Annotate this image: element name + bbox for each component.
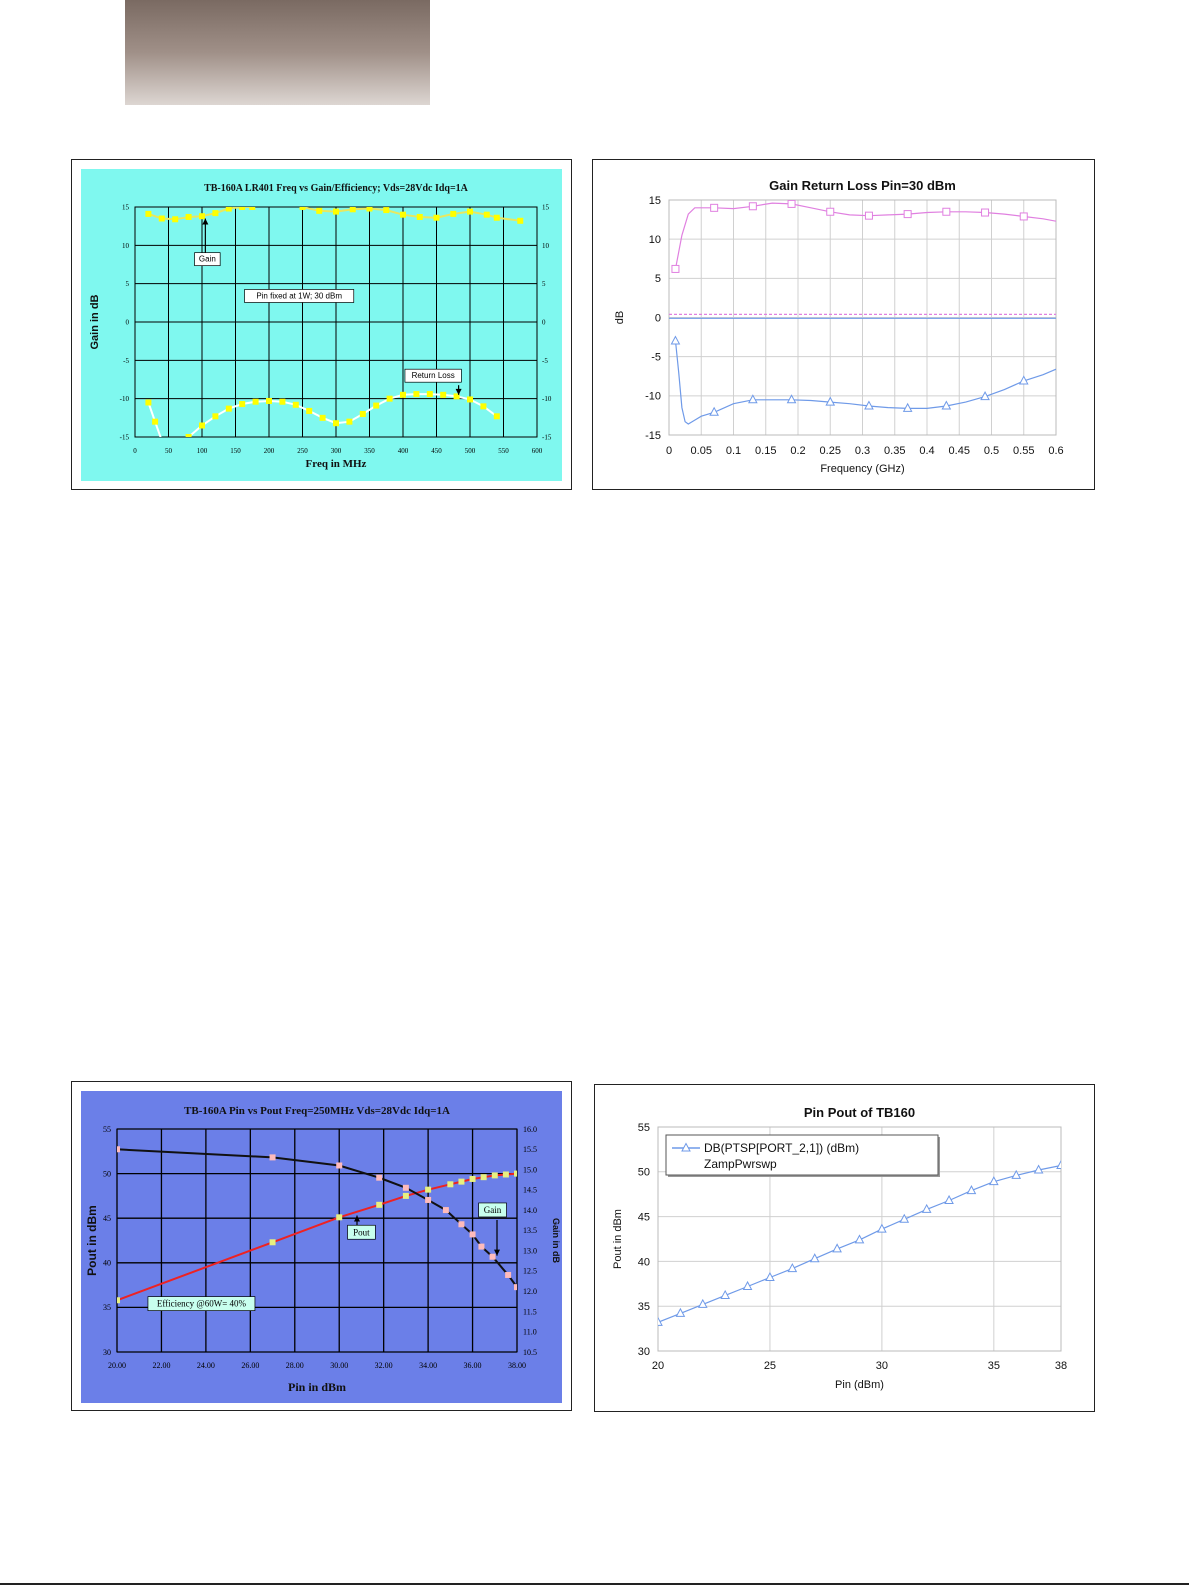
x-tick-label: 0 [133, 447, 137, 455]
chart-frame-pin-pout-tb160 [594, 1084, 1095, 1412]
annotation-label: Pin fixed at 1W; 30 dBm [256, 291, 342, 301]
y-tick-label: 30 [637, 1345, 650, 1358]
x-tick-label: 0.55 [1013, 445, 1035, 457]
annotation-label: Gain [483, 1204, 502, 1215]
y2-tick-label: 12.0 [523, 1286, 537, 1296]
annotation-label: Efficiency @60W= 40% [156, 1298, 247, 1309]
y-tick-label: 35 [637, 1301, 650, 1314]
x-tick-label: 20 [651, 1360, 665, 1372]
x-tick-label: 0.2 [790, 445, 806, 457]
x-axis-label: Pin (dBm) [835, 1379, 884, 1391]
x-tick-label: 100 [196, 447, 208, 455]
data-point [403, 1193, 409, 1199]
data-point [470, 1176, 476, 1182]
x-tick-label: 38 [1054, 1360, 1068, 1372]
data-point [403, 1185, 409, 1191]
data-point [373, 403, 379, 409]
data-point [212, 210, 218, 216]
chart-pin-pout-tb160 [595, 1085, 1094, 1411]
data-point [400, 392, 406, 398]
data-point [494, 215, 500, 221]
data-point [270, 1154, 276, 1160]
y-tick-label: 45 [103, 1214, 111, 1223]
data-point [400, 212, 406, 218]
y2-tick-label: -5 [542, 356, 548, 365]
data-point [145, 211, 151, 217]
y-tick-label: 15 [648, 194, 661, 207]
data-point [270, 1239, 276, 1245]
data-point [186, 214, 192, 220]
x-tick-label: 500 [464, 447, 476, 455]
chart-gain-return-loss [593, 160, 1094, 489]
data-point [333, 209, 339, 215]
x-tick-label: 0.15 [755, 445, 777, 457]
data-point [152, 419, 158, 425]
y-tick-label: 45 [637, 1211, 650, 1224]
data-point [492, 1172, 498, 1178]
data-point [413, 391, 419, 397]
data-point [904, 211, 911, 218]
x-tick-label: 0.25 [819, 445, 841, 457]
y-tick-label: 0 [125, 318, 129, 327]
y-tick-label: 40 [637, 1256, 650, 1269]
x-tick-label: 0.5 [983, 445, 1000, 457]
data-point [440, 392, 446, 398]
x-tick-label: 35 [987, 1360, 1000, 1372]
data-point [517, 218, 523, 224]
x-tick-label: 0.3 [854, 445, 871, 457]
data-point [316, 208, 322, 214]
annotation-label: Pout [353, 1227, 370, 1238]
x-tick-label: 0.6 [1048, 445, 1064, 457]
data-point [827, 208, 834, 215]
x-tick-label: 250 [297, 447, 308, 455]
data-point [447, 1181, 453, 1187]
data-point [434, 215, 440, 221]
data-point [458, 1221, 464, 1227]
y-tick-label: 35 [103, 1303, 111, 1313]
x-tick-label: 0.1 [725, 445, 742, 457]
data-point [417, 214, 423, 220]
x-tick-label: 350 [364, 447, 375, 455]
x-tick-label: 28.00 [285, 1361, 304, 1370]
data-point [376, 1202, 382, 1208]
y2-tick-label: 14.0 [523, 1205, 537, 1215]
chart-title: TB-160A LR401 Freq vs Gain/Efficiency; Vds=28Vdc Idq=1A [204, 183, 468, 194]
y2-tick-label: 15.5 [523, 1145, 537, 1155]
data-point [145, 400, 151, 406]
data-point [443, 1207, 449, 1213]
y2-tick-label: 10.5 [523, 1347, 537, 1357]
x-tick-label: 24.00 [196, 1361, 215, 1370]
x-axis-label: Frequency (GHz) [820, 463, 905, 475]
data-point [982, 209, 989, 216]
y-axis-label: Pout in dBm [85, 1205, 99, 1276]
chart-frame-gain-return-loss [592, 159, 1095, 490]
data-point [481, 1174, 487, 1180]
y-tick-label: 0 [654, 312, 661, 325]
legend-label: DB(PTSP[PORT_2,1]) (dBm) [704, 1141, 860, 1155]
y-tick-label: -15 [119, 433, 129, 442]
x-tick-label: 450 [431, 447, 442, 455]
annotation-label: Return Loss [411, 371, 455, 381]
data-point [306, 408, 312, 414]
x-tick-label: 0.35 [884, 445, 906, 457]
chart-pin-pout [72, 1082, 571, 1410]
data-point [387, 396, 393, 402]
y-axis-label: dB [614, 310, 626, 325]
y-tick-label: -15 [645, 429, 661, 442]
x-axis-label: Freq in MHz [305, 458, 367, 470]
x-tick-label: 30.00 [330, 1361, 349, 1370]
y-tick-label: 50 [637, 1166, 650, 1179]
x-tick-label: 50 [165, 447, 172, 455]
data-point [458, 1179, 464, 1185]
data-point [239, 401, 245, 407]
y2-tick-label: 10 [542, 241, 549, 250]
chart-title: Gain Return Loss Pin=30 dBm [769, 178, 956, 193]
annotation-label: Gain [198, 254, 216, 264]
y-tick-label: 5 [654, 273, 661, 286]
data-point [425, 1197, 431, 1203]
data-point [943, 208, 950, 215]
x-tick-label: 30 [875, 1360, 889, 1372]
data-point [865, 212, 872, 219]
data-point [494, 413, 500, 419]
y2-tick-label: 11.0 [523, 1327, 537, 1337]
data-point [1020, 213, 1027, 220]
x-tick-label: 0 [665, 445, 673, 457]
x-tick-label: 600 [531, 447, 543, 455]
data-point [788, 200, 795, 207]
y-tick-label: 5 [125, 280, 129, 289]
x-tick-label: 200 [263, 447, 275, 455]
y-tick-label: 10 [122, 241, 129, 250]
data-point [711, 204, 718, 211]
x-tick-label: 36.00 [463, 1361, 482, 1370]
chart-freq-gain [72, 160, 571, 489]
y-tick-label: 40 [103, 1258, 111, 1268]
x-tick-label: 400 [397, 447, 409, 455]
data-point [467, 209, 473, 215]
x-tick-label: 32.00 [374, 1361, 393, 1370]
x-tick-label: 20.00 [108, 1361, 126, 1370]
x-tick-label: 34.00 [419, 1361, 438, 1370]
x-axis-label: Pin in dBm [287, 1380, 347, 1394]
chart-title: Pin Pout of TB160 [803, 1105, 916, 1120]
data-point [503, 1171, 509, 1177]
data-point [672, 265, 679, 272]
chart-frame-pin-pout [71, 1081, 572, 1411]
y2-tick-label: 13.0 [523, 1246, 537, 1256]
y-axis-label: Gain in dB [89, 294, 101, 350]
data-point [376, 1175, 382, 1181]
y2-tick-label: 15.0 [523, 1165, 537, 1175]
data-point [159, 216, 165, 222]
data-point [490, 1254, 496, 1260]
data-point [480, 403, 486, 409]
data-point [172, 216, 178, 222]
y2-tick-label: 15 [542, 203, 549, 212]
y-tick-label: -5 [123, 356, 129, 365]
y2-tick-label: 5 [542, 280, 546, 289]
data-point [320, 415, 326, 421]
x-tick-label: 25 [763, 1360, 777, 1372]
data-point [333, 420, 339, 426]
header-banner [125, 0, 430, 105]
data-point [484, 212, 490, 218]
data-point [212, 413, 218, 419]
data-point [360, 411, 366, 417]
data-point [336, 1162, 342, 1168]
y-tick-label: 55 [637, 1121, 650, 1134]
y2-tick-label: -15 [542, 433, 552, 442]
x-tick-label: 38.00 [508, 1361, 526, 1370]
data-point [199, 423, 205, 429]
y-tick-label: 55 [103, 1124, 111, 1134]
chart-title: TB-160A Pin vs Pout Freq=250MHz Vds=28Vdc Idq=1A [184, 1105, 450, 1117]
x-tick-label: 26.00 [241, 1361, 260, 1370]
data-point [266, 398, 272, 404]
x-tick-label: 0.05 [690, 445, 712, 457]
y-tick-label: 30 [103, 1347, 111, 1357]
y2-tick-label: 0 [542, 318, 546, 327]
y2-tick-label: 16.0 [523, 1124, 537, 1134]
data-point [279, 399, 285, 405]
y2-tick-label: 13.5 [523, 1226, 537, 1236]
data-point [253, 399, 259, 405]
chart-frame-freq-gain [71, 159, 572, 490]
y2-tick-label: 12.5 [523, 1266, 537, 1276]
legend-label-2: ZampPwrswp [704, 1157, 777, 1171]
y-tick-label: 50 [103, 1169, 111, 1179]
data-point [749, 203, 756, 210]
data-point [226, 406, 232, 412]
y2-tick-label: -10 [542, 395, 552, 404]
data-point [467, 396, 473, 402]
data-point [425, 1187, 431, 1193]
y-axis-label: Pout in dBm [612, 1209, 624, 1269]
x-tick-label: 22.00 [152, 1361, 171, 1370]
y-tick-label: -10 [119, 395, 129, 404]
y-tick-label: 15 [122, 203, 129, 212]
data-point [350, 206, 356, 212]
x-tick-label: 550 [498, 447, 509, 455]
x-tick-label: 300 [330, 447, 342, 455]
x-tick-label: 0.45 [948, 445, 970, 457]
y-tick-label: -10 [645, 390, 661, 403]
y-tick-label: -5 [651, 351, 661, 364]
x-tick-label: 0.4 [919, 445, 935, 457]
y-tick-label: 10 [648, 234, 661, 247]
data-point [383, 207, 389, 213]
data-point [450, 211, 456, 217]
y2-tick-label: 14.5 [523, 1185, 537, 1195]
y2-axis-label: Gain in dB [551, 1218, 561, 1263]
data-point [505, 1272, 511, 1278]
data-point [199, 213, 205, 219]
y2-tick-label: 11.5 [523, 1307, 537, 1317]
data-point [470, 1231, 476, 1237]
x-tick-label: 150 [230, 447, 241, 455]
data-point [478, 1244, 484, 1250]
data-point [293, 402, 299, 408]
data-point [346, 419, 352, 425]
data-point [427, 391, 433, 397]
data-point [336, 1214, 342, 1220]
